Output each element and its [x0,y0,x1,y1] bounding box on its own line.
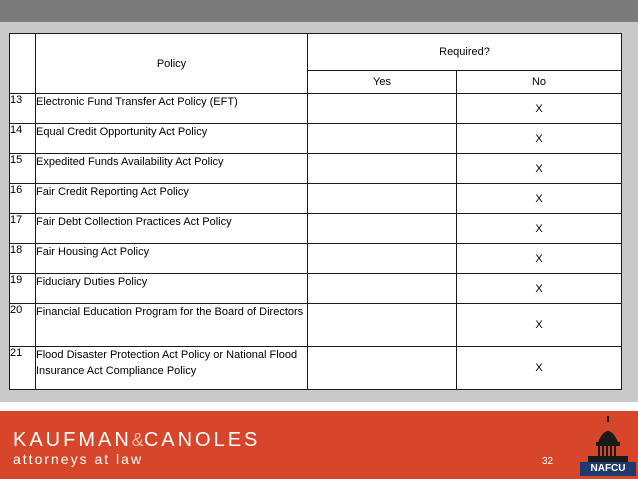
row-number: 21 [10,347,36,390]
row-number: 13 [10,94,36,124]
no-cell: X [457,154,622,184]
slide-divider [0,402,638,411]
required-header: Required? [308,34,622,71]
table-row [10,274,622,304]
firm-logo [13,429,260,467]
yes-cell [308,124,457,154]
no-cell: X [457,347,622,390]
no-cell: X [457,244,622,274]
row-number: 14 [10,124,36,154]
no-cell: X [457,214,622,244]
yes-cell [308,274,457,304]
firm-name-right: CANOLES [143,429,261,451]
table-row [10,94,622,124]
firm-name-ampersand: & [131,430,144,450]
yes-cell [308,214,457,244]
table-row [10,347,622,390]
firm-name-left: KAUFMAN [13,429,132,451]
policy-name: Equal Credit Opportunity Act Policy [36,124,308,154]
table-row [10,154,622,184]
row-number: 18 [10,244,36,274]
no-cell: X [457,94,622,124]
policy-name: Electronic Fund Transfer Act Policy (EFT) [36,94,308,124]
policy-name: Fiduciary Duties Policy [36,274,308,304]
policy-name: Flood Disaster Protection Act Policy or National Flood Insurance Act Compliance Policy [36,347,308,390]
row-number: 20 [10,304,36,347]
no-cell: X [457,124,622,154]
yes-cell [308,94,457,124]
policy-header: Policy [36,34,308,94]
yes-cell [308,154,457,184]
row-number: 19 [10,274,36,304]
yes-cell [308,244,457,274]
policy-name: Fair Housing Act Policy [36,244,308,274]
firm-tagline: attorneys at law [13,451,144,467]
row-number: 17 [10,214,36,244]
no-cell: X [457,274,622,304]
no-cell: X [457,304,622,347]
policy-name: Expedited Funds Availability Act Policy [36,154,308,184]
page-number: 32 [542,456,554,467]
table-row [10,124,622,154]
policy-table [9,33,622,390]
yes-cell [308,347,457,390]
no-header: No [457,71,622,94]
partner-logo-label: NAFCU [580,462,636,476]
top-bar [0,0,638,22]
firm-name [13,429,260,451]
policy-name: Financial Education Program for the Board of Directors [36,304,308,347]
table-row [10,184,622,214]
yes-header: Yes [308,71,457,94]
row-number: 15 [10,154,36,184]
number-header [10,34,36,94]
table-row [10,244,622,274]
row-number: 16 [10,184,36,214]
table-row [10,214,622,244]
no-cell: X [457,184,622,214]
yes-cell [308,304,457,347]
policy-name: Fair Credit Reporting Act Policy [36,184,308,214]
table-row [10,304,622,347]
policy-name: Fair Debt Collection Practices Act Policy [36,214,308,244]
yes-cell [308,184,457,214]
